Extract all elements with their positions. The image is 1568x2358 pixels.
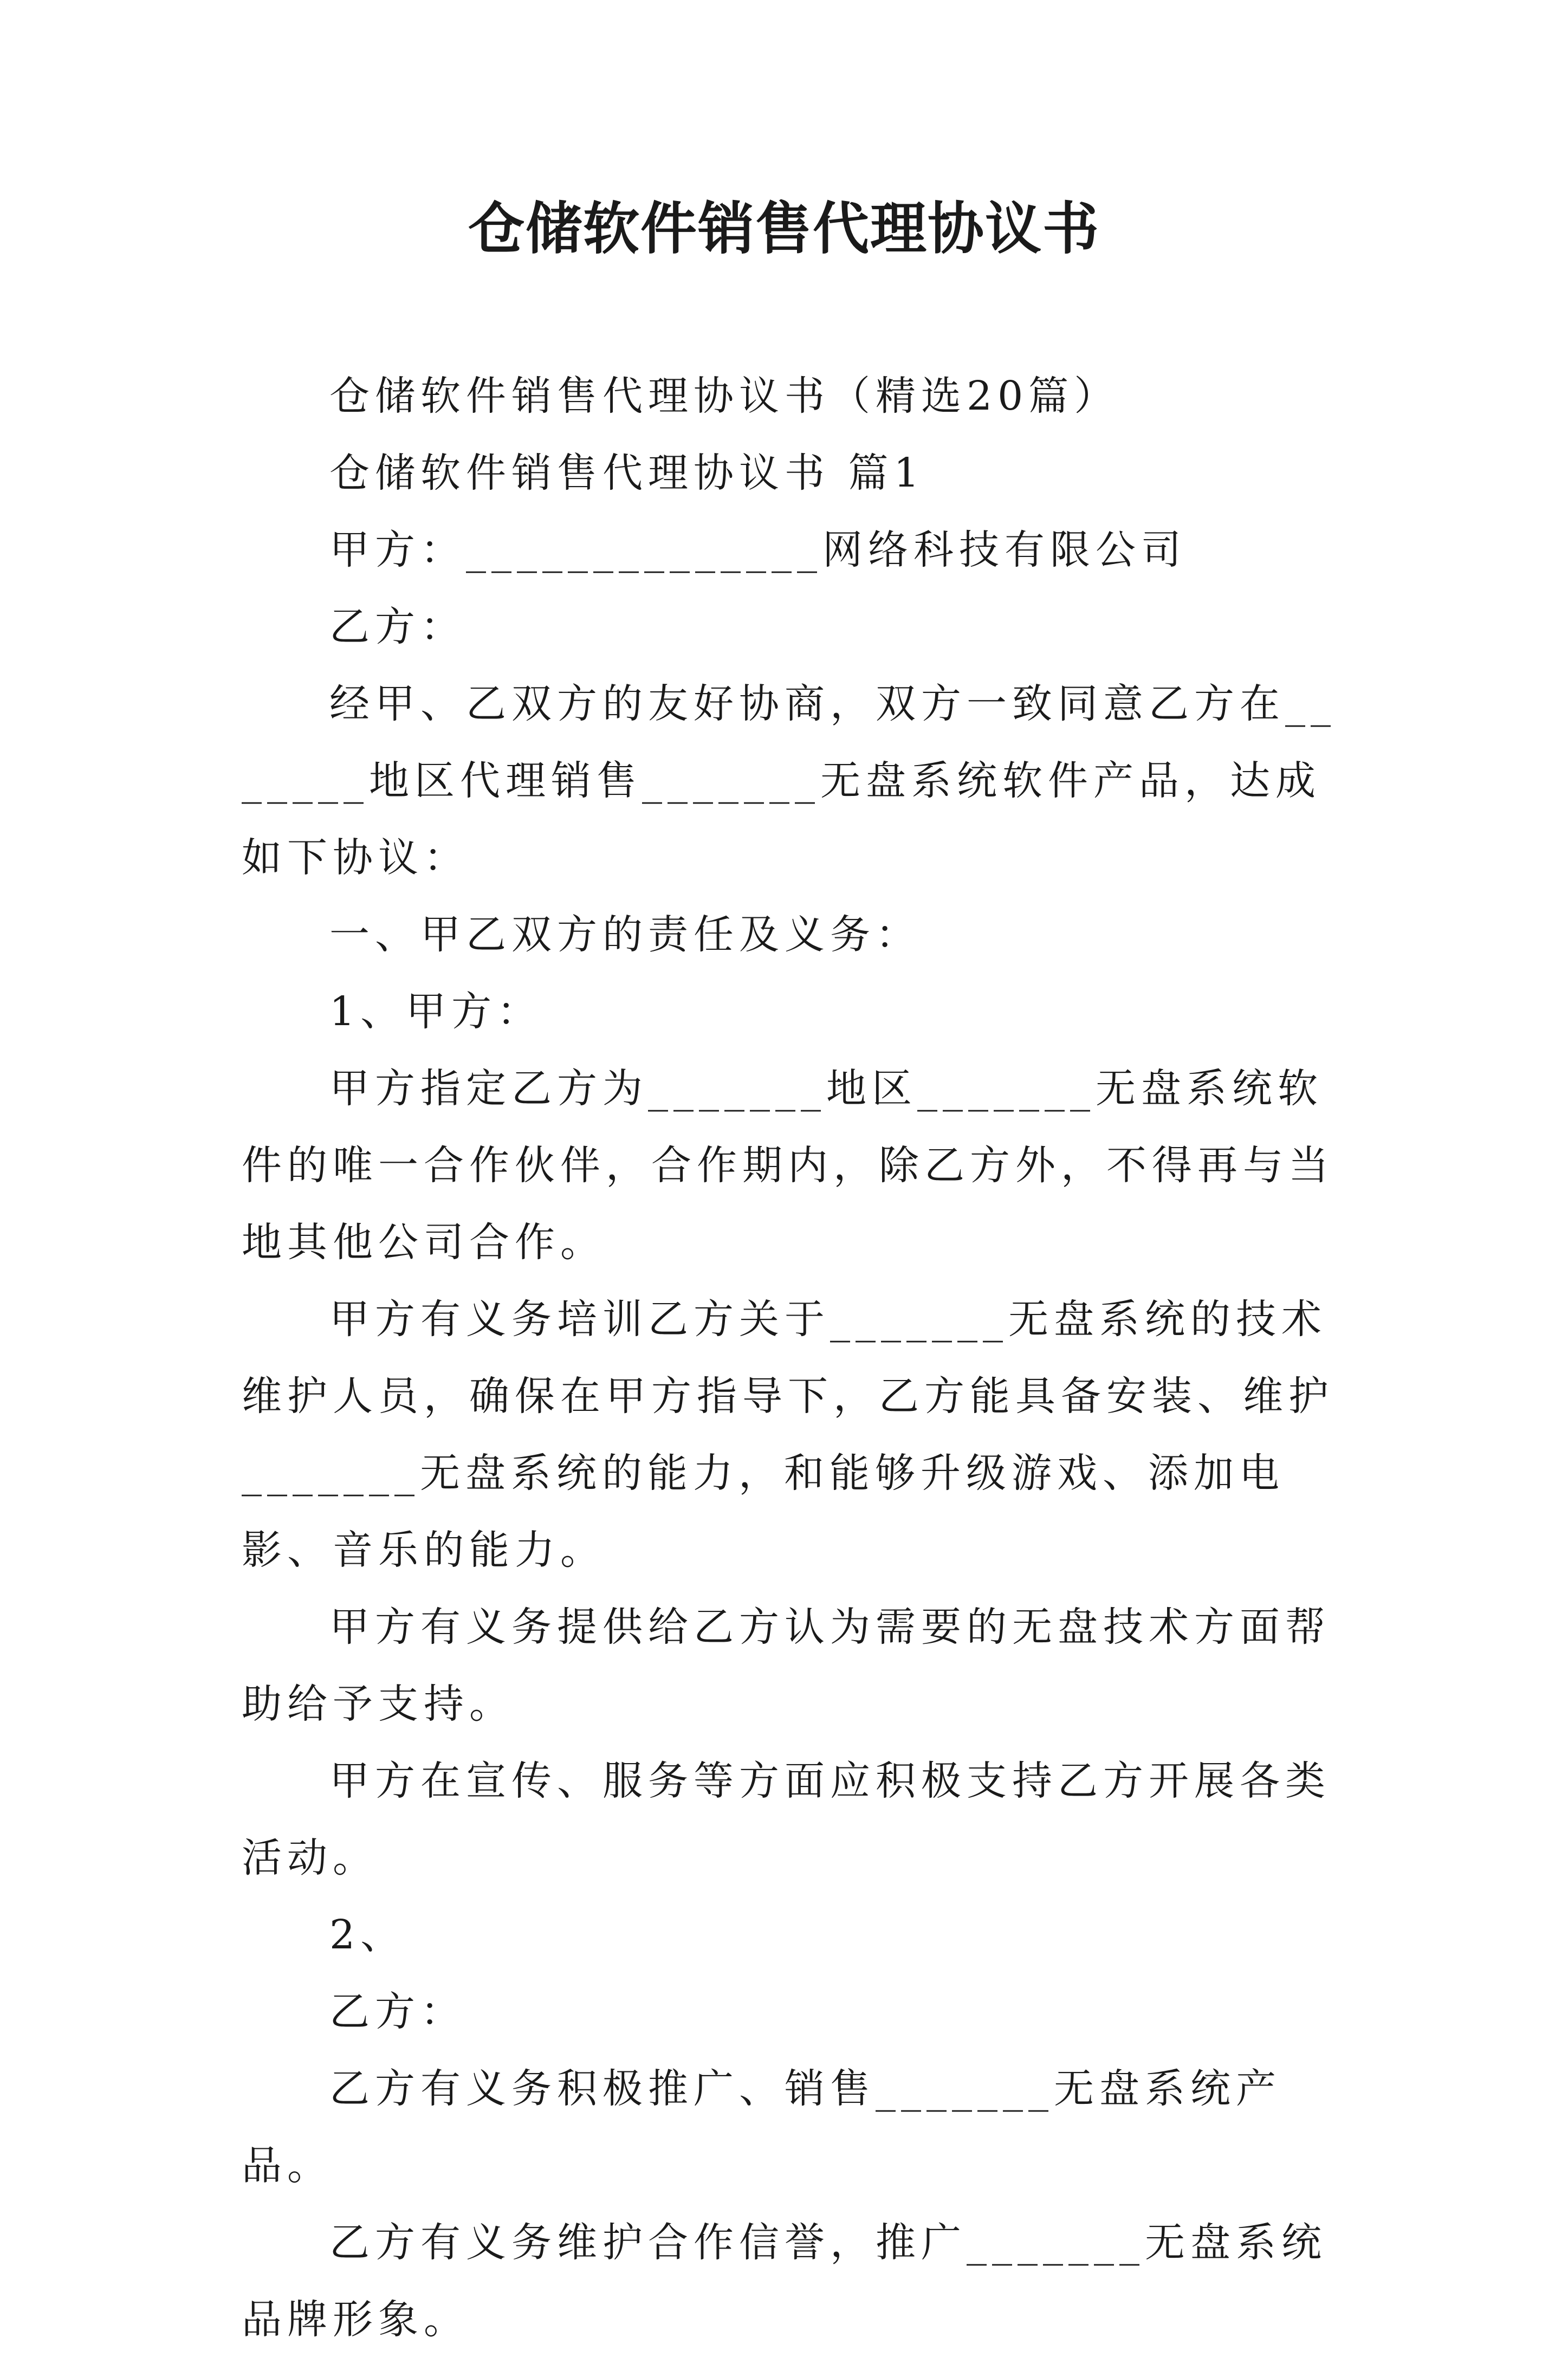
paragraph-section-heading: 仓储软件销售代理协议书 篇1 xyxy=(329,450,925,496)
paragraph-party-a-heading: 1、甲方： xyxy=(329,988,543,1035)
paragraph-party-b-duty-2: 乙方有义务维护合作信誉，推广_______无盘系统品牌形象。 xyxy=(242,2219,1327,2343)
paragraph-party-a: 甲方：______________网络科技有限公司 xyxy=(329,527,1187,573)
document-title: 仓储软件销售代理协议书 xyxy=(468,195,1100,262)
paragraph-clause-heading: 一、甲乙双方的责任及义务： xyxy=(329,911,921,958)
paragraph-agreement-intro: 经甲、乙双方的友好协商，双方一致同意乙方在_______地区代理销售_______无盘系统软件产品，达成如下协议： xyxy=(242,681,1336,881)
paragraph-party-a-duty-4: 甲方在宣传、服务等方面应积极支持乙方开展各类活动。 xyxy=(242,1758,1331,1881)
document-body xyxy=(242,358,1336,2358)
paragraph-party-b-duty-1: 乙方有义务积极推广、销售_______无盘系统产品。 xyxy=(242,2065,1281,2189)
paragraph-party-b-heading: 乙方： xyxy=(329,1988,466,2035)
paragraph-item-2: 2、 xyxy=(329,1912,406,1958)
paragraph-subtitle: 仓储软件销售代理协议书（精选20篇） xyxy=(329,373,1120,419)
paragraph-party-a-duty-2: 甲方有义务培训乙方关于_______无盘系统的技术维护人员，确保在甲方指导下，乙方能具备安装、维护_______无盘系统的能力，和能够升级游戏、添加电影、音乐的能力。 xyxy=(242,1296,1334,1573)
paragraph-party-b: 乙方： xyxy=(329,604,466,650)
paragraph-party-a-duty-3: 甲方有义务提供给乙方认为需要的无盘技术方面帮助给予支持。 xyxy=(242,1604,1331,1727)
paragraph-party-a-duty-1: 甲方指定乙方为_______地区_______无盘系统软件的唯一合作伙伴，合作期内，除乙方外，不得再与当地其他公司合作。 xyxy=(242,1065,1334,1266)
